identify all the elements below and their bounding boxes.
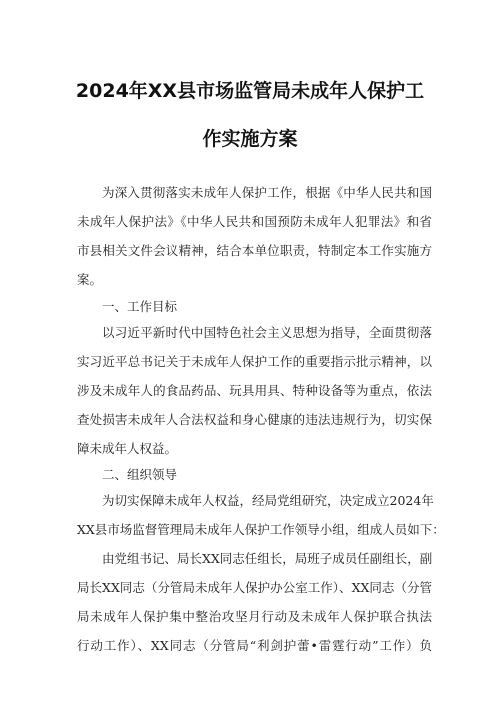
section-heading: 二、组织领导 (102, 467, 178, 482)
paragraph-line: 未成年人保护法》《中华人民共和国预防未成年人犯罪法》和省 (77, 214, 432, 229)
paragraph-line: 为深入贯彻落实未成年人保护工作，根据《中华人民共和国 (102, 185, 432, 200)
paragraph-line: 以习近平新时代中国特色社会主义思想为指导，全面贯彻落 (102, 325, 432, 340)
paragraph-line: 行动工作）、XX同志（分管局“利剑护蕾•雷霆行动”工作）负 (77, 638, 432, 653)
paragraph-line: 为切实保障未成年人权益，经局党组研究，决定成立2024年 (102, 493, 434, 508)
paragraph-line: 局长XX同志（分管局未成年人保护办公室工作）、XX同志（分管 (77, 580, 432, 595)
paragraph-line: 障未成年人权益。 (77, 441, 178, 456)
document-title-line-1: 2024年XX县市场监管局未成年人保护工 (75, 80, 425, 102)
paragraph-line: 局未成年人保护集中整治攻坚月行动及未成年人保护联合执法 (77, 609, 432, 624)
paragraph-line: 案。 (77, 272, 103, 287)
paragraph-line: 由党组书记、局长XX同志任组长，局班子成员任副组长，副 (102, 551, 433, 566)
paragraph-line: 涉及未成年人的食品药品、玩具用具、特种设备等为重点，依法 (77, 383, 432, 398)
paragraph-line: XX县市场监督管理局未成年人保护工作领导小组，组成人员如下： (77, 522, 445, 537)
paragraph-line: 查处损害未成年人合法权益和身心健康的违法违规行为，切实保 (77, 412, 432, 427)
paragraph-line: 实习近平总书记关于未成年人保护工作的重要指示批示精神，以 (77, 354, 432, 369)
document-title-line-2: 作实施方案 (202, 128, 298, 150)
section-heading: 一、工作目标 (102, 299, 178, 314)
paragraph-line: 市县相关文件会议精神，结合本单位职责，特制定本工作实施方 (77, 243, 432, 258)
